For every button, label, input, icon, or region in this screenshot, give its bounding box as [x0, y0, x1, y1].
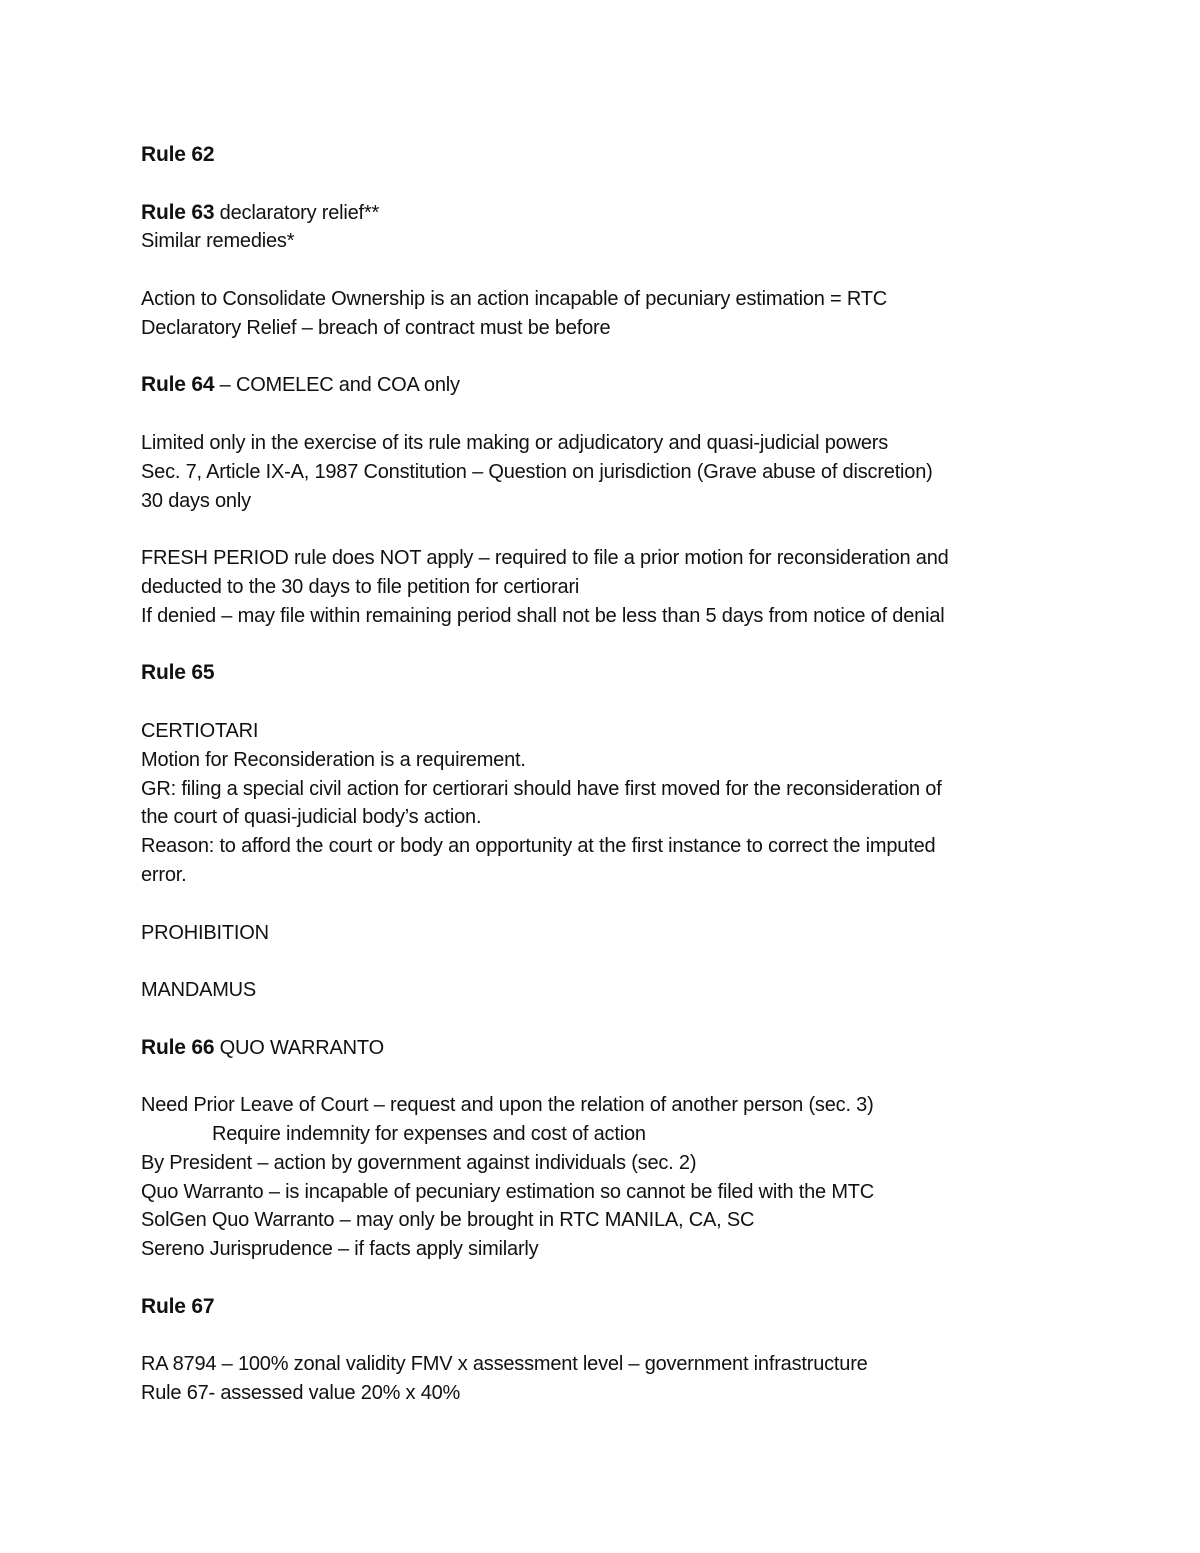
spacer	[141, 688, 1061, 717]
rule-65-line: the court of quasi-judicial body’s action.	[141, 806, 482, 829]
rule-66-line: Need Prior Leave of Court – request and upon the relation of another person (sec. 3)	[141, 1094, 874, 1117]
rule-67-label: Rule 67	[141, 1294, 215, 1318]
rule-67-heading	[141, 1293, 1061, 1322]
spacer	[141, 631, 1061, 660]
rule-67-line: Rule 67- assessed value 20% x 40%	[141, 1382, 461, 1405]
rule-65-line: Motion for Reconsideration is a requirement.	[141, 748, 526, 771]
rule-66-line: Sereno Jurisprudence – if facts apply similarly	[141, 1238, 539, 1261]
certiorari-subheading: CERTIOTARI	[141, 719, 259, 742]
rule-63-label: Rule 63	[141, 200, 215, 224]
rule-63-title: declaratory relief**	[214, 201, 380, 224]
rule-63-line: Similar remedies*	[141, 230, 295, 253]
rule-64-line: deducted to the 30 days to file petition for certiorari	[141, 575, 580, 598]
spacer	[141, 1063, 1061, 1092]
spacer	[141, 890, 1061, 919]
rule-66-label: Rule 66	[141, 1035, 215, 1059]
mandamus-subheading: MANDAMUS	[141, 979, 257, 1002]
rule-65-line: error.	[141, 863, 187, 886]
rule-64-line: If denied – may file within remaining period shall not be less than 5 days from notice of denial	[141, 604, 945, 627]
rule-64-line: Limited only in the exercise of its rule making or adjudicatory and quasi-judicial powers	[141, 431, 889, 454]
rule-65-label: Rule 65	[141, 661, 215, 685]
rule-66-title: QUO WARRANTO	[214, 1036, 384, 1059]
rule-66-heading	[141, 1034, 1061, 1063]
rule-66-line: By President – action by government against individuals (sec. 2)	[141, 1151, 697, 1174]
rule-64-line: Sec. 7, Article IX-A, 1987 Constitution – Question on jurisdiction (Grave abuse of discretion)	[141, 460, 933, 483]
rule-67-line: RA 8794 – 100% zonal validity FMV x assessment level – government infrastructure	[141, 1353, 868, 1376]
rule-64-label: Rule 64	[141, 373, 215, 397]
rule-64-line: FRESH PERIOD rule does NOT apply – required to file a prior motion for reconsideration and	[141, 547, 949, 570]
spacer	[141, 1264, 1061, 1293]
rule-65-heading	[141, 659, 1061, 688]
rule-63-line: Action to Consolidate Ownership is an action incapable of pecuniary estimation = RTC	[141, 287, 888, 310]
rule-64-title: – COMELEC and COA only	[214, 374, 460, 397]
rule-62-label: Rule 62	[141, 143, 215, 166]
prohibition-subheading: PROHIBITION	[141, 921, 269, 944]
document-page	[141, 141, 1061, 1408]
spacer	[141, 400, 1061, 429]
spacer	[141, 170, 1061, 199]
rule-63-line: Declaratory Relief – breach of contract must be before	[141, 316, 611, 339]
rule-66-line: Quo Warranto – is incapable of pecuniary estimation so cannot be filed with the MTC	[141, 1180, 875, 1203]
spacer	[141, 515, 1061, 544]
spacer	[141, 1005, 1061, 1034]
spacer	[141, 947, 1061, 976]
spacer	[141, 343, 1061, 372]
spacer	[141, 256, 1061, 285]
rule-66-indented-line: Require indemnity for expenses and cost of action	[212, 1123, 646, 1146]
rule-65-line: Reason: to afford the court or body an opportunity at the first instance to correct the imputed	[141, 835, 936, 858]
rule-65-line: GR: filing a special civil action for certiorari should have first moved for the reconsideration of	[141, 777, 942, 800]
rule-64-line: 30 days only	[141, 489, 251, 512]
rule-66-line: SolGen Quo Warranto – may only be brought in RTC MANILA, CA, SC	[141, 1209, 755, 1232]
rule-63-heading	[141, 199, 1061, 228]
rule-64-heading	[141, 371, 1061, 400]
spacer	[141, 1322, 1061, 1351]
rule-62-heading	[141, 141, 1061, 170]
